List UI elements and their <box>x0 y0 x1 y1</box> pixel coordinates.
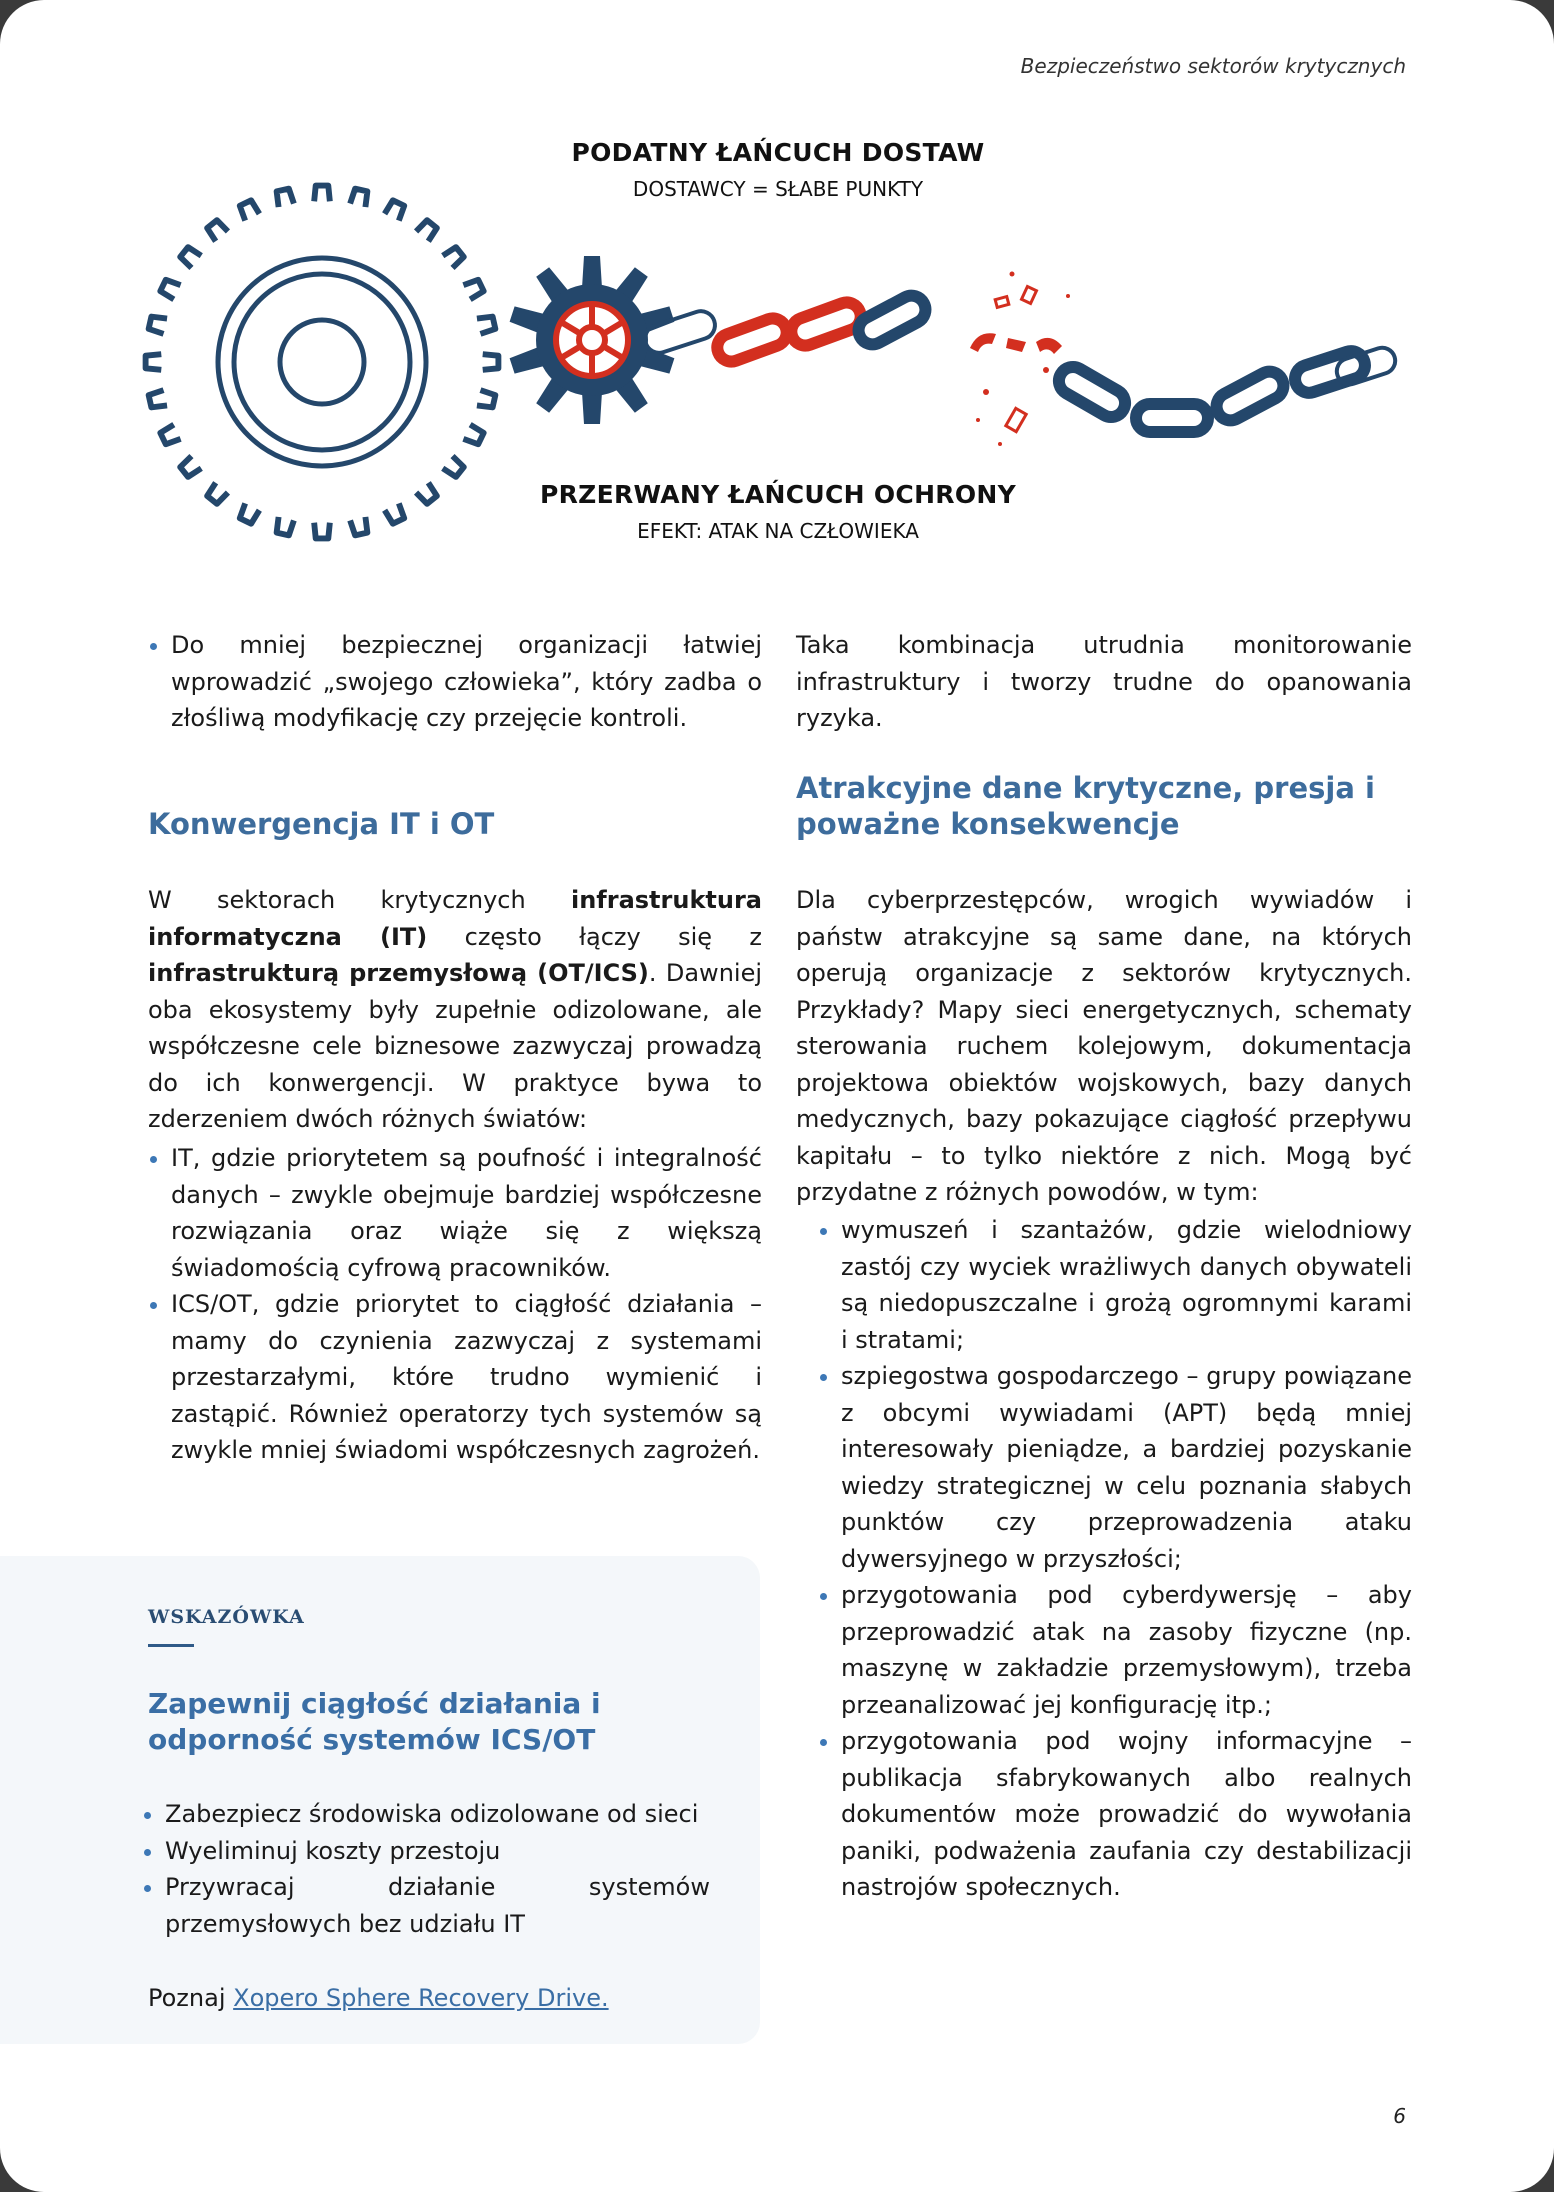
right-intro: Taka kombinacja utrudnia monitorowanie infrastruktury i tworzy trudne do opanowania ryzyka. <box>796 631 1412 732</box>
list-item: przygotowania pod wojny informacyjne – publikacja sfabrykowanych albo realnych dokumentów może prowadzić do wywołania paniki, podważenia zaufania czy destabilizacji nastrojów społecznych. <box>796 1723 1412 1906</box>
chain-icon <box>1054 344 1399 432</box>
illustration-bottom-title: PRZERWANY ŁAŃCUCH OCHRONY <box>539 480 1017 509</box>
illustration-bottom-caption <box>478 480 1078 543</box>
illustration-top-title: PODATNY ŁAŃCUCH DOSTAW <box>571 138 985 167</box>
tip-more: Poznaj Xopero Sphere Recovery Drive. <box>148 1984 609 2012</box>
illustration-bottom-subtitle: EFEKT: ATAK NA CZŁOWIEKA <box>637 519 919 543</box>
large-gear-icon <box>146 186 499 539</box>
right-bullet-list <box>796 1212 1412 1906</box>
xopero-link[interactable]: Xopero Sphere Recovery Drive. <box>233 1984 609 2012</box>
section-title-critical-data: Atrakcyjne dane krytyczne, presja i poważne konsekwencje <box>796 771 1375 841</box>
list-item: Wyeliminuj koszty przestoju <box>120 1833 710 1870</box>
page-number: 6 <box>1393 2104 1406 2128</box>
tip-label: WSKAZÓWKA <box>148 1606 305 1628</box>
list-item: przygotowania pod cyberdywersję – aby przeprowadzić atak na zasoby fizyczne (np. maszynę w zakładzie przemysłowym), trzeba przeanalizować jej konfigurację itp.; <box>796 1577 1412 1723</box>
list-item: IT, gdzie priorytetem są poufność i integralność danych – zwykle obejmuje bardziej współczesne rozwiązania oraz wiąże się z większą świadomością cyfrową pracowników. <box>126 1140 762 1286</box>
list-item: Do mniej bezpiecznej organizacji łatwiej wprowadzić „swojego człowieka”, który zadba o złośliwą modyfikację czy przejęcie kontroli. <box>126 627 762 737</box>
section-title-it-ot: Konwergencja IT i OT <box>148 807 495 841</box>
tip-title: Zapewnij ciągłość działania i odporność systemów ICS/OT <box>148 1687 601 1756</box>
running-header: Bezpieczeństwo sektorów krytycznych <box>1020 54 1406 78</box>
list-item: ICS/OT, gdzie priorytet to ciągłość działania – mamy do czynienia zazwyczaj z systemami przestarzałymi, które trudno wymienić i zastąpić. Również operatorzy tych systemów są zwykle mniej świadomi współczesnych zagrożeń. <box>126 1286 762 1469</box>
illustration-top-subtitle: DOSTAWCY = SŁABE PUNKTY <box>632 177 924 201</box>
list-item: wymuszeń i szantażów, gdzie wielodniowy zastój czy wyciek wrażliwych danych obywateli są niedopuszczalne i grożą ogromnymi karami i stratami; <box>796 1212 1412 1358</box>
list-item: Przywracaj działanie systemów przemysłowych bez udziału IT <box>120 1869 710 1942</box>
left-intro-list <box>148 627 762 737</box>
broken-link-icon <box>970 272 1070 447</box>
tip-bullet-list <box>120 1796 710 1942</box>
small-gear-icon <box>510 256 675 424</box>
chain-icon <box>641 291 930 366</box>
left-bullet-list <box>148 1140 762 1469</box>
gear-teeth <box>146 186 499 539</box>
list-item: Zabezpiecz środowiska odizolowane od sieci <box>120 1796 710 1833</box>
list-item: szpiegostwa gospodarczego – grupy powiązane z obcymi wywiadami (APT) będą mniej interesowały pieniądze, a bardziej pozyskanie wiedzy strategicznej w celu poznania słabych punktów czy przeprowadzenia ataku dywersyjnego w przyszłości; <box>796 1358 1412 1577</box>
right-paragraph: Dla cyberprzestępców, wrogich wywiadów i państw atrakcyjne są same dane, na których operują organizacje z sektorów krytycznych. Przykłady? Mapy sieci energetycznych, schematy sterowania ruchem kolejowym, dokumentacja projektowa obiektów wojskowych, bazy danych medycznych, bazy pokazujące ciągłość przepływu kapitału – to tylko niektóre z nich. Mogą być przydatne z różnych powodów, w tym: <box>796 886 1412 1206</box>
tip-divider <box>148 1644 194 1647</box>
left-paragraph: W sektorach krytycznych infrastruktura informatyczna (IT) często łączy się z infrastrukturą przemysłową (OT/ICS). Dawniej oba ekosystemy były zupełnie odizolowane, ale współczesne cele biznesowe zazwyczaj prowadzą do ich konwergencji. W praktyce bywa to zderzeniem dwóch różnych światów: <box>148 886 763 1133</box>
